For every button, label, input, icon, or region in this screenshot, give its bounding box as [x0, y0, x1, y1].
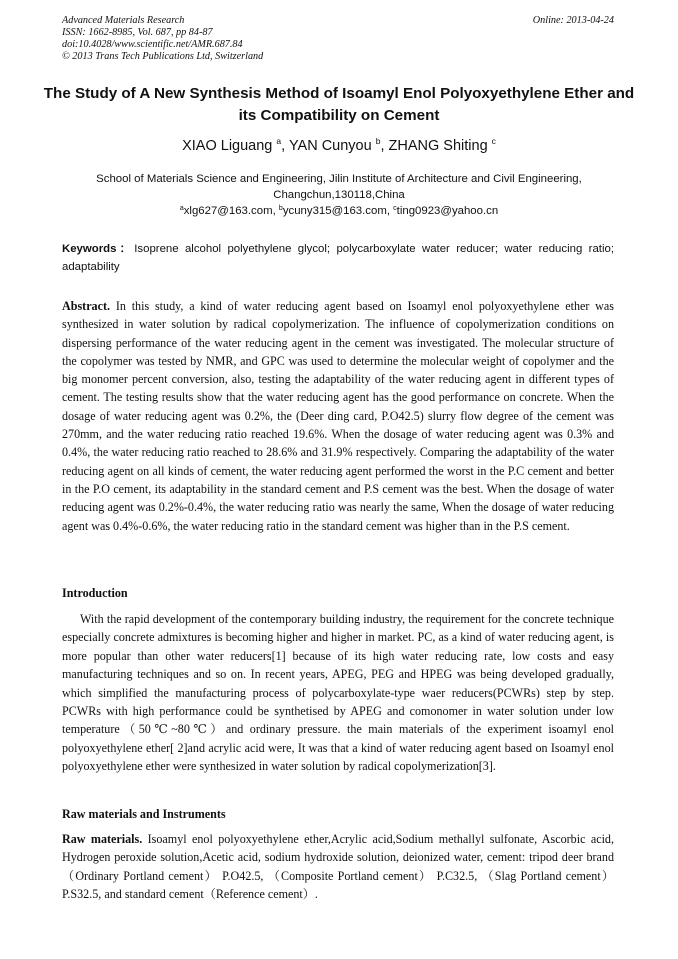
raw-materials-paragraph: [62, 830, 614, 904]
email-mark: b: [278, 205, 283, 212]
online-date: Online: 2013-04-24: [532, 15, 614, 26]
abstract: [62, 297, 614, 535]
affiliation: School of Materials Science and Engineering, Jilin Institute of Architecture and Civil Engineering, Changchun,130118,China: [96, 173, 582, 201]
author-separator: ,: [281, 138, 289, 154]
email-mark: c: [393, 205, 397, 212]
author-separator: ,: [380, 138, 389, 154]
introduction-text: With the rapid development of the contemporary building industry, the requirement for the concrete technique especially concrete admixtures is becoming higher and higher in market. PC, as a kind of water reducing agent, is more popular than other water reducers[1] because of its high water reducing rate, low costs and easy manufacturing techniques and so on. In recent years, APEG, PEG and HPEG was being developed gradually, which simplified the manufacturing process of polycarboxylate-type waer reducers(PCWRs) step by step. PCWRs with high performance could be synthetised by APEG and comonomer in water solution under low temperature（50℃~80℃）and ordinary pressure. the main materials of the experiment isoamyl enol polyoxyethylene ether[ 2]and acrylic acid were, It was that a kind of water reducing agent based on Isoamyl enol polyoxyethylene ether were synthesized in water solution by radical copolymerization[3].: [62, 612, 614, 774]
author-name: YAN Cunyou: [288, 138, 372, 154]
email-mark: a: [179, 205, 184, 212]
abstract-text: In this study, a kind of water reducing agent based on Isoamyl enol polyoxyethylene ether was synthesized in water solution by radical copolymerization. The influence of copolymerization conditions on dispersing performance of the water reducing agent in the cement was investigated. The molecular structure of the copolymer was tested by NMR, and GPC was used to determine the molecular weight of copolymer and the big monomer percent conversion, also, testing the adaptability of the water reducing agent in different types of cement. The testing results show that the water reducing agent has the good performance on concrete. When the dosage of water reducing agent was 0.2%, the (Deer ding card, P.O42.5) slurry flow degree of the cement was 270mm, and the water reducing ratio reached 19.6%. When the dosage of water reducing agent was 0.3% and 0.4%, the water reducing ratio reached to 28.6% and 31.9% respectively. Comparing the adaptability of the water reducing agent on all kinds of cement, the water reducing agent performed the worst in the P.C cement and better in the P.O cement, its adaptability in the standard cement and P.S cement was the best. When the dosage of water reducing agent was 0.2%-0.4%, the water reducing ratio was nearly the same, When the dosage of water reducing agent was 0.4%-0.6%, the water reducing ratio in the standard cement was higher than in the P.S cement.: [62, 299, 614, 533]
raw-materials-label: Raw materials.: [62, 832, 143, 846]
author-name: XIAO Liguang: [182, 138, 273, 154]
keywords-label: Keywords：: [62, 243, 135, 255]
email-list: [40, 205, 638, 217]
author-mark: a: [276, 136, 282, 146]
issn-line: ISSN: 1662-8985, Vol. 687, pp 84-87: [62, 27, 213, 38]
email-separator: ,: [386, 205, 394, 217]
introduction-heading: Introduction: [62, 586, 128, 600]
author-list: [40, 136, 638, 154]
keywords-text: Isoprene alcohol polyethylene glycol; polycarboxylate water reducer; water reducing ratio; adaptability: [62, 243, 614, 273]
email-separator: ,: [272, 205, 279, 217]
author-name: ZHANG Shiting: [388, 138, 488, 154]
email-address: ycuny315@163.com: [282, 205, 387, 217]
email-address: ting0923@yahoo.cn: [396, 205, 499, 217]
copyright-line: © 2013 Trans Tech Publications Ltd, Switzerland: [62, 51, 264, 62]
doi-line: doi:10.4028/www.scientific.net/AMR.687.84: [62, 39, 243, 50]
author-mark: b: [375, 136, 381, 146]
raw-materials-text: Isoamyl enol polyoxyethylene ether,Acrylic acid,Sodium methallyl sulfonate, Ascorbic acid, Hydrogen peroxide solution,Acetic acid, sodium hydroxide solution, deionized water, cement: tripod deer brand（Ordinary Portland cement） P.O42.5, （Composite Portland cement） P.C32.5, （Slag Portland cement）P.S32.5, and standard cement（Reference cement）.: [62, 832, 615, 902]
keywords: [62, 241, 614, 276]
email-address: xlg627@163.com: [183, 205, 273, 217]
abstract-label: Abstract.: [62, 299, 111, 313]
author-mark: c: [491, 136, 496, 146]
paper-title: The Study of A New Synthesis Method of Isoamyl Enol Polyoxyethylene Ether and its Compatibility on Cement: [43, 85, 635, 124]
raw-materials-heading: Raw materials and Instruments: [62, 807, 226, 821]
journal-name: Advanced Materials Research: [62, 15, 185, 26]
